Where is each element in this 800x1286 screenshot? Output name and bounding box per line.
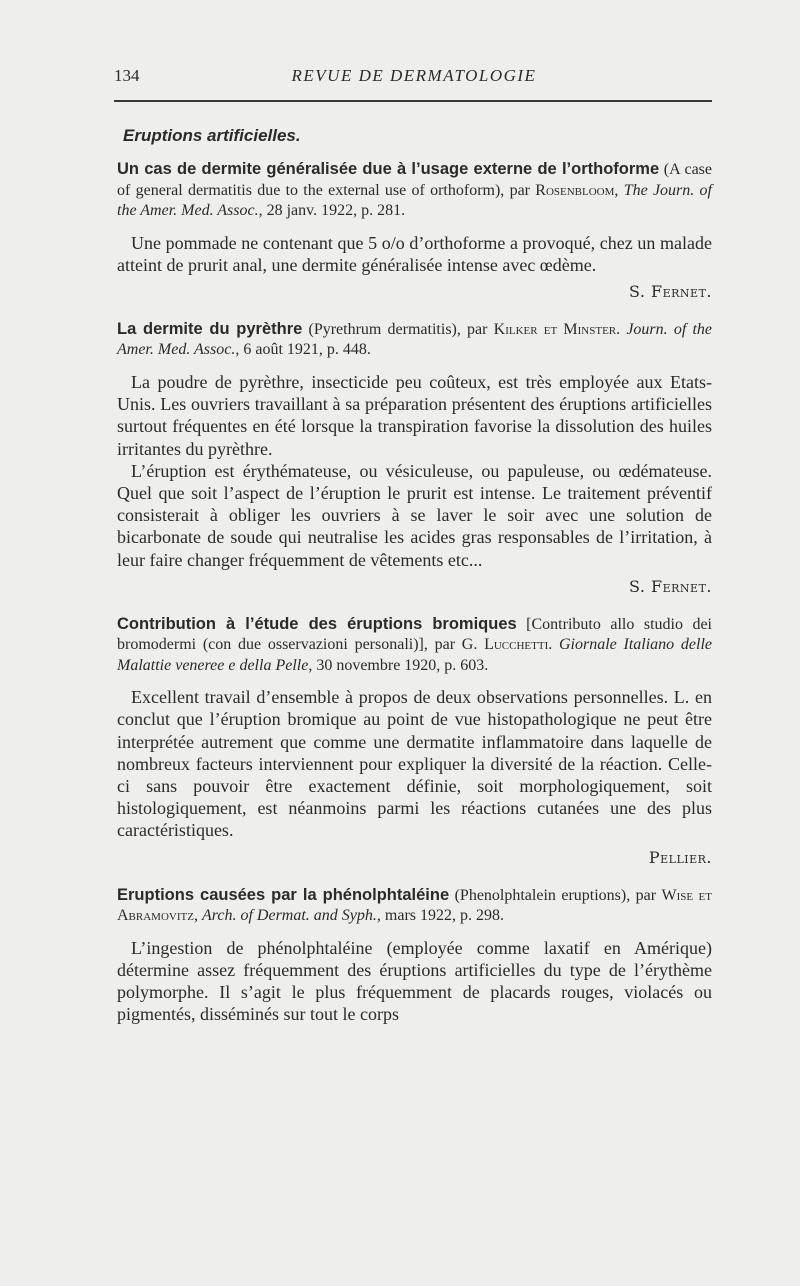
entry-journal: Giornale Italiano delle Malattie veneree e della Pelle xyxy=(117,636,712,674)
citation-text: , 30 novembre 1920, p. 603. xyxy=(308,656,489,674)
header-rule xyxy=(114,100,712,102)
entry-title: Eruptions causées par la phénolphtaléine xyxy=(117,885,450,904)
entry-author: Kilker et Minster xyxy=(493,320,617,338)
entry-journal: The Journ. of the Amer. Med. Assoc. xyxy=(117,181,713,219)
entry-paragraph: Une pommade ne contenant que 5 o/o d’orthoforme a provoqué, chez un malade atteint de prurit anal, une dermite généralisée intense avec œdème. xyxy=(117,232,712,275)
citation-text: , 6 août 1921, p. 448. xyxy=(235,341,371,359)
citation-text: , mars 1922, p. 298. xyxy=(376,907,504,925)
review-entry xyxy=(117,159,712,301)
entry-journal: Arch. of Dermat. and Syph. xyxy=(201,907,377,925)
entry-citation xyxy=(117,614,712,677)
citation-text: . xyxy=(548,636,559,654)
review-entry xyxy=(117,319,712,596)
entry-paragraph: Excellent travail d’ensemble à propos de deux observations personnelles. L. en conclut que l’éruption bromique au point de vue histopathologique ne peut être interprétée autrement que comme une dermatite inflammatoire dans laquelle de nombreux facteurs interviennent pour expliquer la diversité de la réaction. Celle-ci sans pouvoir être exactement définie, soit morphologiquement, soit histologiquement, est néanmoins parmi les réactions cutanées une des plus caractéristiques. xyxy=(117,687,712,841)
review-entry xyxy=(117,885,712,1026)
entry-author: G. Lucchetti xyxy=(461,636,549,654)
entry-signature: S. Fernet. xyxy=(628,281,712,301)
citation-text: , 28 janv. 1922, p. 281. xyxy=(258,202,406,219)
entry-title: Un cas de dermite généralisée due à l’usage externe de l’orthoforme xyxy=(117,160,660,178)
article-body xyxy=(117,124,712,1043)
section-heading: Eruptions artificielles. xyxy=(123,126,301,145)
entry-citation xyxy=(117,885,712,927)
page-number: 134 xyxy=(114,66,140,85)
citation-text: (Phenolphtalein eruptions), par xyxy=(449,886,662,904)
entry-paragraph: La poudre de pyrèthre, insecticide peu coûteux, est très employée aux Etats-Unis. Les ouvriers travaillant à sa préparation présentent des éruptions artificielles surtout fréquentes en été lorsque la transpiration favorise la dissolution des huiles irritantes du pyrèthre. xyxy=(117,371,712,459)
citation-text: (A case of general dermatitis due to the external use of orthoform), par xyxy=(117,161,712,199)
page-header xyxy=(114,66,714,86)
running-title: REVUE DE DERMATOLOGIE xyxy=(291,66,537,85)
entry-title: La dermite du pyrèthre xyxy=(117,319,303,338)
review-entry xyxy=(117,614,712,867)
entry-signature: S. Fernet. xyxy=(628,576,712,596)
citation-text: , xyxy=(614,181,624,199)
entry-title: Contribution à l’étude des éruptions bromiques xyxy=(117,614,517,633)
entry-journal: Journ. of the Amer. Med. Assoc. xyxy=(117,320,713,359)
citation-text: (Pyrethrum dermatitis), par xyxy=(302,320,494,338)
entry-paragraph: L’éruption est érythémateuse, ou vésiculeuse, ou papuleuse, ou œdémateuse. Quel que soit l’aspect de l’éruption le prurit est intense. Le traitement préventif consisterait à obliger les ouvriers à se laver le soir avec une solution de bicarbonate de soude qui neutralise les acides gras responsables de l’irritation, à leur faire changer fréquemment de vêtements etc... xyxy=(117,460,712,570)
entry-signature: Pellier. xyxy=(648,847,712,867)
entry-paragraph: L’ingestion de phénolphtaléine (employée comme laxatif en Amérique) détermine assez fréquemment des éruptions artificielles du type de l’érythème polymorphe. Il s’agit le plus fréquemment de placards rouges, violacés ou pigmentés, disséminés sur tout le corps xyxy=(117,937,712,1025)
entry-citation xyxy=(117,319,712,361)
citation-text: [Contributo allo studio dei bromodermi (con due osservazioni personali)], par xyxy=(117,615,713,654)
entry-author: Wise et Abramovitz xyxy=(117,886,712,925)
citation-text: , xyxy=(193,907,202,925)
entry-author: Rosenbloom xyxy=(535,181,615,199)
entry-citation xyxy=(117,159,712,222)
citation-text: . xyxy=(616,320,627,338)
